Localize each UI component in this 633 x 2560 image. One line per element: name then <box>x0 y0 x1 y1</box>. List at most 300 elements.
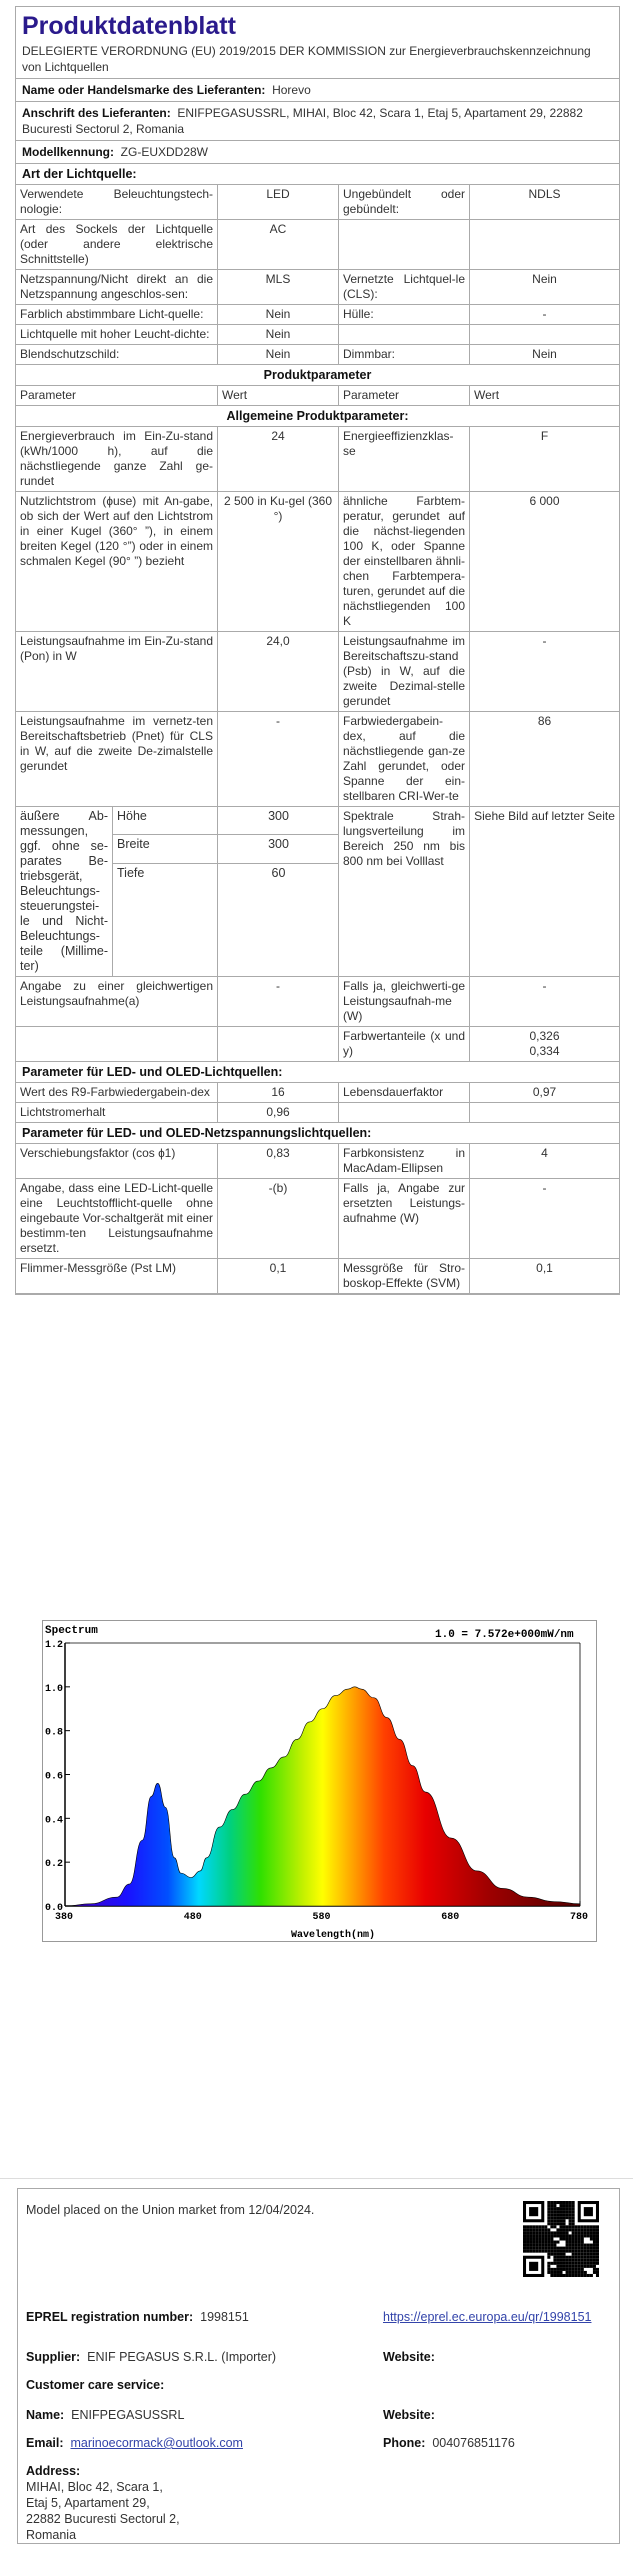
qr-module <box>523 2241 526 2244</box>
qr-module <box>566 2231 569 2234</box>
qr-module <box>593 2268 596 2271</box>
qr-module <box>547 2268 550 2271</box>
qr-module <box>550 2253 553 2256</box>
qr-module <box>550 2201 553 2204</box>
qr-module <box>581 2259 584 2262</box>
qr-module <box>581 2247 584 2250</box>
qr-module <box>593 2237 596 2240</box>
care-website-row <box>383 2407 435 2423</box>
qr-module <box>569 2204 572 2207</box>
qr-module <box>547 2244 550 2247</box>
care-email-link[interactable]: marinoecormack@outlook.com <box>70 2436 243 2450</box>
market-placement-date: Model placed on the Union market from 12/04/2024. <box>26 2203 315 2217</box>
product-params-heading: Produktparameter <box>16 365 619 386</box>
qr-module <box>593 2241 596 2244</box>
table-row <box>16 977 619 1027</box>
qr-module <box>590 2228 593 2231</box>
qr-module <box>563 2274 566 2277</box>
qr-module <box>559 2268 562 2271</box>
qr-module <box>584 2234 587 2237</box>
qr-module <box>587 2228 590 2231</box>
qr-module <box>578 2271 581 2274</box>
qr-module <box>590 2274 593 2277</box>
registration-value: 1998151 <box>200 2310 249 2324</box>
qr-module <box>550 2262 553 2265</box>
qr-module <box>541 2228 544 2231</box>
qr-module <box>578 2256 581 2259</box>
qr-module <box>553 2253 556 2256</box>
qr-module <box>584 2207 593 2216</box>
led-params-heading: Parameter für LED- und OLED-Lichtquellen: <box>16 1062 619 1083</box>
qr-module <box>596 2228 599 2231</box>
qr-module <box>575 2256 578 2259</box>
qr-module <box>578 2234 581 2237</box>
qr-module <box>544 2241 547 2244</box>
qr-module <box>559 2204 562 2207</box>
qr-module <box>547 2222 550 2225</box>
qr-module <box>526 2241 529 2244</box>
y-tick-label: 1.0 <box>45 1683 64 1695</box>
param-label-cell: Falls ja, gleichwerti-ge Leistungsaufnah-me (W) <box>339 977 470 1026</box>
qr-module <box>590 2256 593 2259</box>
qr-module <box>569 2241 572 2244</box>
qr-module <box>556 2201 559 2204</box>
table-row <box>16 427 619 492</box>
param-value-cell: AC <box>218 220 339 269</box>
equivalent-and-chromaticity-table <box>16 977 619 1062</box>
qr-module <box>532 2250 535 2253</box>
qr-module <box>535 2244 538 2247</box>
qr-module <box>569 2228 572 2231</box>
qr-module <box>587 2244 590 2247</box>
qr-module <box>547 2219 550 2222</box>
param-label-cell: Farbwiedergabein-dex, auf die nächstliegende gan-ze Zahl gerundet, oder Spanne der ein-stellbaren CRI-Wer-te <box>339 712 470 806</box>
param-label-cell: Art des Sockels der Lichtquelle (oder andere elektrische Schnittstelle) <box>16 220 218 269</box>
qr-module <box>563 2222 566 2225</box>
param-label-cell: Messgröße für Stro-boskop-Effekte (SVM) <box>339 1259 470 1293</box>
qr-module <box>556 2219 559 2222</box>
qr-module <box>581 2241 584 2244</box>
param-label-cell: Energieeffizienzklas-se <box>339 427 470 491</box>
param-value-cell: 86 <box>537 714 552 728</box>
qr-module <box>569 2268 572 2271</box>
param-label-cell: Lichtstromerhalt <box>16 1103 218 1122</box>
supplier-trademark-row <box>16 79 619 102</box>
qr-module <box>556 2265 559 2268</box>
qr-module <box>566 2247 569 2250</box>
qr-module <box>566 2274 569 2277</box>
y-tick-label: 0.8 <box>45 1727 64 1739</box>
qr-module <box>532 2225 535 2228</box>
qr-module <box>550 2216 553 2219</box>
qr-module <box>559 2237 562 2240</box>
qr-module <box>523 2247 526 2250</box>
table-row <box>16 632 619 712</box>
qr-module <box>550 2219 553 2222</box>
qr-module <box>559 2210 562 2213</box>
x-tick-label: 480 <box>183 1912 202 1923</box>
qr-module <box>572 2262 575 2265</box>
qr-module <box>587 2250 590 2253</box>
qr-module <box>572 2219 575 2222</box>
qr-module <box>590 2253 593 2256</box>
qr-module <box>566 2244 569 2247</box>
qr-module <box>563 2262 566 2265</box>
registration-row <box>26 2309 249 2325</box>
qr-module <box>596 2259 599 2262</box>
qr-module <box>578 2265 581 2268</box>
qr-module <box>556 2222 559 2225</box>
param-label-cell: Falls ja, Angabe zur ersetzten Leistungs-aufnahme (W) <box>339 1179 470 1258</box>
spectrum-chart-svg <box>43 1621 598 1943</box>
qr-module <box>559 2225 562 2228</box>
qr-module <box>547 2216 550 2219</box>
param-value-cell: 0,83 <box>218 1144 339 1178</box>
qr-module <box>566 2250 569 2253</box>
table-row <box>16 325 619 345</box>
qr-module <box>556 2216 559 2219</box>
qr-module <box>584 2244 587 2247</box>
qr-module <box>563 2237 566 2240</box>
table-row <box>16 345 619 365</box>
qr-module <box>587 2234 590 2237</box>
qr-module <box>553 2259 556 2262</box>
model-id-value: ZG-EUXDD28W <box>120 145 209 159</box>
param-value-cell: NDLS <box>528 187 561 201</box>
qr-module <box>572 2259 575 2262</box>
qr-module <box>596 2271 599 2274</box>
spectrum-area <box>65 1687 580 1906</box>
qr-module <box>584 2259 587 2262</box>
spectral-distribution-label: Spektrale Strah-lungsverteilung im Bereich 250 nm bis 800 nm bei Volllast <box>339 807 470 976</box>
dim-width-value: 300 <box>218 835 339 863</box>
dim-height-label: Höhe <box>113 807 218 835</box>
dim-filler-value <box>218 891 339 976</box>
qr-module <box>575 2265 578 2268</box>
param-value-cell: Nein <box>532 272 557 286</box>
qr-module <box>556 2213 559 2216</box>
qr-module <box>559 2222 562 2225</box>
qr-module <box>541 2241 544 2244</box>
qr-module <box>553 2231 556 2234</box>
qr-module <box>593 2250 596 2253</box>
qr-module <box>596 2234 599 2237</box>
address-line: MIHAI, Bloc 42, Scara 1, <box>26 2480 163 2494</box>
col-value-2: Wert <box>474 388 500 402</box>
qr-module <box>526 2247 529 2250</box>
product-data-sheet <box>15 6 620 1295</box>
qr-module <box>559 2250 562 2253</box>
qr-module <box>556 2231 559 2234</box>
qr-module <box>584 2228 587 2231</box>
param-value-cell: - <box>542 634 547 648</box>
qr-module <box>547 2253 550 2256</box>
qr-module <box>572 2207 575 2210</box>
qr-module <box>553 2271 556 2274</box>
param-label-cell: Farbkonsistenz in MacAdam-Ellipsen <box>339 1144 470 1178</box>
param-value-cell: Nein <box>532 347 557 361</box>
general-params-heading: Allgemeine Produktparameter: <box>16 406 619 427</box>
param-label-cell: Farbwertanteile (x und y) <box>339 1027 470 1061</box>
qr-module <box>526 2234 529 2237</box>
qr-module <box>581 2244 584 2247</box>
param-value-cell: 24,0 <box>218 632 339 711</box>
table-row <box>16 305 619 325</box>
qr-module <box>538 2234 541 2237</box>
qr-module <box>575 2247 578 2250</box>
param-value-cell: 2 500 in Ku-gel (360 °) <box>218 492 339 631</box>
param-value-cell: - <box>218 712 339 806</box>
qr-module <box>575 2231 578 2234</box>
table-row <box>16 1144 619 1179</box>
qr-module <box>581 2256 584 2259</box>
param-value-cell: -(b) <box>218 1179 339 1258</box>
param-label-cell: Netzspannung/Nicht direkt an die Netzspannung angeschlos-sen: <box>16 270 218 304</box>
qr-code[interactable] <box>523 2201 599 2277</box>
qr-module <box>550 2222 553 2225</box>
qr-module <box>566 2271 569 2274</box>
qr-module <box>572 2241 575 2244</box>
dim-depth-label: Tiefe <box>113 864 218 891</box>
qr-module <box>563 2204 566 2207</box>
param-header-row <box>16 386 619 406</box>
qr-module <box>553 2241 556 2244</box>
table-row <box>16 1027 619 1062</box>
qr-module <box>578 2268 581 2271</box>
qr-module <box>544 2234 547 2237</box>
qr-module <box>587 2247 590 2250</box>
qr-module <box>529 2241 532 2244</box>
qr-module <box>547 2250 550 2253</box>
col-param-1: Parameter <box>16 386 218 405</box>
eprel-url-link[interactable]: https://eprel.ec.europa.eu/qr/1998151 <box>383 2310 592 2324</box>
qr-module <box>553 2262 556 2265</box>
qr-module <box>559 2256 562 2259</box>
qr-module <box>566 2268 569 2271</box>
qr-module <box>572 2234 575 2237</box>
qr-module <box>569 2219 572 2222</box>
supplier-address-row <box>16 102 619 141</box>
param-label-cell: Ungebündelt oder gebündelt: <box>339 185 470 219</box>
param-label-cell: Verschiebungsfaktor (cos ɸ1) <box>16 1144 218 1178</box>
qr-module <box>572 2244 575 2247</box>
qr-module <box>572 2250 575 2253</box>
param-value-cell <box>470 325 619 344</box>
qr-module <box>547 2201 550 2204</box>
qr-module <box>575 2237 578 2240</box>
qr-module <box>544 2244 547 2247</box>
qr-module <box>587 2231 590 2234</box>
qr-module <box>569 2247 572 2250</box>
qr-module <box>563 2231 566 2234</box>
qr-module <box>584 2247 587 2250</box>
x-tick-label: 780 <box>570 1912 589 1923</box>
qr-module <box>578 2231 581 2234</box>
qr-module <box>532 2237 535 2240</box>
param-label-cell: Verwendete Beleuchtungstech-nologie: <box>16 185 218 219</box>
qr-module <box>572 2213 575 2216</box>
qr-module <box>550 2213 553 2216</box>
qr-module <box>593 2265 596 2268</box>
qr-module <box>569 2262 572 2265</box>
qr-module <box>566 2265 569 2268</box>
qr-module <box>575 2253 578 2256</box>
address-line: Etaj 5, Apartament 29, <box>26 2496 150 2510</box>
qr-module <box>547 2234 550 2237</box>
dimensions-label: äußere Ab-messungen, ggf. ohne se-parates Be-triebsgerät, Beleuchtungs-steuerungstei-le und Nicht-Beleuchtungs-teile (Millime-ter) <box>16 807 113 976</box>
registration-label: EPREL registration number: <box>26 2310 194 2324</box>
qr-module <box>587 2253 590 2256</box>
param-label-cell: Leistungsaufnahme im Bereitschaftszu-stand (Psb) in W, auf die zweite Dezimal-stelle gerundet <box>339 632 470 711</box>
qr-module <box>590 2234 593 2237</box>
qr-module <box>553 2219 556 2222</box>
qr-module <box>535 2225 538 2228</box>
qr-module <box>563 2207 566 2210</box>
qr-module <box>575 2244 578 2247</box>
qr-module <box>553 2268 556 2271</box>
page-divider <box>0 2178 633 2179</box>
qr-module <box>556 2234 559 2237</box>
qr-module <box>563 2234 566 2237</box>
qr-module <box>596 2274 599 2277</box>
param-value-cell: - <box>542 307 547 321</box>
qr-module <box>559 2228 562 2231</box>
qr-module <box>572 2225 575 2228</box>
qr-module <box>569 2271 572 2274</box>
qr-module <box>572 2253 575 2256</box>
qr-module <box>581 2274 584 2277</box>
qr-module <box>553 2274 556 2277</box>
qr-module <box>538 2244 541 2247</box>
table-row <box>16 1179 619 1259</box>
qr-module <box>556 2207 559 2210</box>
qr-module <box>563 2228 566 2231</box>
x-tick-label: 680 <box>441 1912 460 1923</box>
qr-module <box>566 2216 569 2219</box>
qr-module <box>563 2256 566 2259</box>
param-label-cell: Angabe zu einer gleichwertigen Leistungsaufnahme(a) <box>16 977 218 1026</box>
spectrum-chart <box>42 1620 597 1942</box>
param-value-cell: 0,1 <box>536 1261 553 1275</box>
qr-module <box>523 2237 526 2240</box>
qr-module <box>569 2237 572 2240</box>
mains-params-heading: Parameter für LED- und OLED-Netzspannungslichtquellen: <box>16 1123 619 1144</box>
param-label-cell: Wert des R9-Farbwiedergabein-dex <box>16 1083 218 1102</box>
eprel-info-box <box>17 2188 620 2544</box>
care-phone-label: Phone: <box>383 2436 426 2450</box>
param-value-cell: 24 <box>218 427 339 491</box>
qr-module <box>572 2201 575 2204</box>
qr-module <box>566 2204 569 2207</box>
qr-module <box>563 2259 566 2262</box>
qr-module <box>529 2247 532 2250</box>
qr-module <box>593 2262 596 2265</box>
qr-module <box>581 2228 584 2231</box>
qr-module <box>569 2274 572 2277</box>
qr-module <box>550 2231 553 2234</box>
col-value-1: Wert <box>218 386 339 405</box>
qr-module <box>572 2228 575 2231</box>
qr-module <box>544 2228 547 2231</box>
light-source-type-heading: Art der Lichtquelle: <box>16 164 619 185</box>
param-value-cell <box>470 220 619 269</box>
y-tick-label: 0.6 <box>45 1771 64 1783</box>
qr-module <box>553 2201 556 2204</box>
qr-module <box>535 2237 538 2240</box>
qr-module <box>569 2213 572 2216</box>
qr-module <box>529 2225 532 2228</box>
qr-module <box>547 2265 550 2268</box>
care-address-label: Address: <box>26 2464 81 2478</box>
qr-module <box>590 2237 593 2240</box>
qr-module <box>550 2268 553 2271</box>
qr-module <box>596 2231 599 2234</box>
qr-module <box>596 2262 599 2265</box>
qr-module <box>566 2228 569 2231</box>
qr-module <box>566 2210 569 2213</box>
x-tick-label: 380 <box>55 1912 74 1923</box>
qr-module <box>569 2225 572 2228</box>
website-label: Website: <box>383 2350 435 2364</box>
model-id-label: Modellkennung: <box>22 145 114 159</box>
qr-module <box>532 2244 535 2247</box>
param-value-cell: F <box>540 429 549 443</box>
qr-module <box>559 2247 562 2250</box>
qr-module <box>529 2262 538 2271</box>
param-label-cell: Vernetzte Lichtquel-le (CLS): <box>339 270 470 304</box>
qr-module <box>532 2231 535 2234</box>
led-params-table <box>16 1083 619 1123</box>
qr-module <box>547 2237 550 2240</box>
qr-module <box>550 2274 553 2277</box>
qr-module <box>559 2213 562 2216</box>
qr-module <box>529 2250 532 2253</box>
qr-module <box>563 2253 566 2256</box>
qr-module <box>593 2231 596 2234</box>
qr-module <box>526 2237 529 2240</box>
care-website-label: Website: <box>383 2408 435 2422</box>
qr-module <box>581 2253 584 2256</box>
qr-module <box>538 2247 541 2250</box>
qr-module <box>535 2241 538 2244</box>
qr-module <box>563 2250 566 2253</box>
param-value-cell: 16 <box>218 1083 339 1102</box>
qr-module <box>541 2231 544 2234</box>
param-value-cell: 0,97 <box>532 1085 557 1099</box>
qr-module <box>535 2247 538 2250</box>
spectrum-note: 1.0 = 7.572e+000mW/nm <box>435 1629 574 1641</box>
qr-module <box>547 2210 550 2213</box>
qr-module <box>532 2234 535 2237</box>
param-value-cell: 0,1 <box>218 1259 339 1293</box>
qr-module <box>575 2274 578 2277</box>
qr-module <box>550 2244 553 2247</box>
qr-module <box>550 2241 553 2244</box>
qr-module <box>578 2262 581 2265</box>
param-label-cell: Dimmbar: <box>339 345 470 364</box>
qr-module <box>550 2247 553 2250</box>
param-value-cell: - <box>218 977 339 1026</box>
qr-module <box>569 2259 572 2262</box>
param-label-cell: Lichtquelle mit hoher Leucht-dichte: <box>16 325 218 344</box>
param-label-cell: Leistungsaufnahme im vernetz-ten Bereitschaftsbetrieb (Pnet) für CLS in W, auf die zweite De-zimalstelle gerundet <box>16 712 218 806</box>
qr-module <box>547 2271 550 2274</box>
qr-module <box>523 2228 526 2231</box>
qr-module <box>596 2256 599 2259</box>
qr-module <box>584 2253 587 2256</box>
qr-module <box>569 2216 572 2219</box>
qr-module <box>535 2234 538 2237</box>
